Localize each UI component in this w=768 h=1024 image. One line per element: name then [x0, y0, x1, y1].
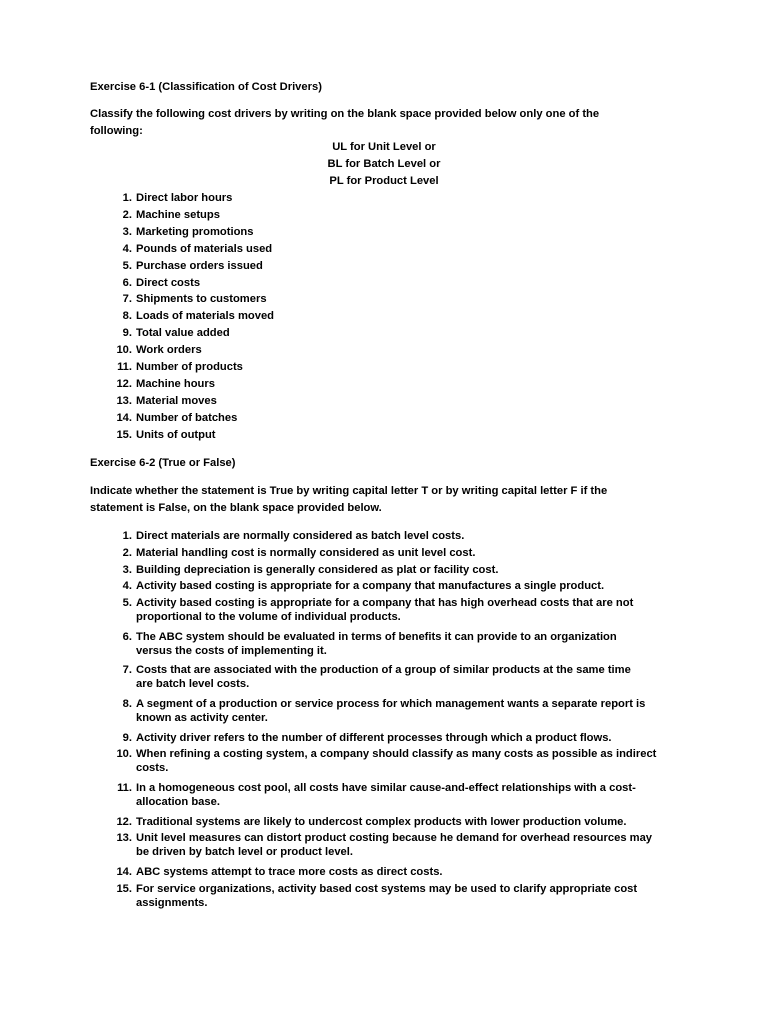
item-number: 4.: [122, 242, 132, 255]
statement-text-line: known as activity center.: [136, 712, 268, 724]
item-text: Material moves: [136, 394, 217, 407]
item-number: 3.: [122, 563, 132, 576]
item-number: 5.: [122, 597, 132, 610]
option-batch-level: BL for Batch Level or: [327, 158, 441, 170]
item-number: 3.: [122, 225, 132, 238]
statement-text-line: Building depreciation is generally considered as plat or facility cost.: [136, 563, 499, 576]
item-number: 10.: [116, 748, 132, 761]
statement-text-line: Activity based costing is appropriate for a company that manufactures a single product.: [136, 580, 605, 593]
statement-text-line: proportional to the volume of individual products.: [136, 611, 401, 624]
statement-text-line: The ABC system should be evaluated in terms of benefits it can provide to an organization: [136, 630, 617, 643]
statement-text-line: Traditional systems are likely to undercost complex products with lower production volume.: [136, 815, 627, 828]
item-number: 7.: [122, 664, 132, 677]
item-number: 5.: [122, 259, 132, 272]
item-number: 14.: [116, 866, 132, 878]
statement-text-line: In a homogeneous cost pool, all costs have similar cause-and-effect relationships with a cost-: [136, 782, 636, 794]
exercise-1-instruction-line-2: following:: [90, 125, 143, 137]
item-text: Work orders: [136, 344, 202, 357]
item-text: Shipments to customers: [136, 293, 267, 306]
item-number: 12.: [116, 377, 132, 390]
statement-text-line: A segment of a production or service process for which management wants a separate report is: [136, 698, 646, 710]
item-text: Total value added: [136, 327, 230, 340]
option-product-level: PL for Product Level: [329, 175, 439, 187]
item-text: Direct labor hours: [136, 192, 233, 204]
item-number: 12.: [116, 815, 132, 828]
statement-text-line: assignments.: [136, 896, 208, 909]
statement-text-line: costs.: [136, 762, 169, 775]
exercise-2-instruction-line-2: statement is False, on the blank space provided below.: [90, 502, 382, 514]
statement-text-line: Material handling cost is normally considered as unit level cost.: [136, 546, 476, 559]
item-number: 13.: [116, 832, 132, 845]
item-number: 9.: [122, 731, 132, 744]
item-number: 15.: [116, 882, 132, 895]
item-number: 7.: [122, 293, 132, 306]
exercise-2-instruction-line-1: Indicate whether the statement is True by writing capital letter T or by writing capital letter F if the: [90, 485, 608, 497]
item-number: 2.: [122, 546, 132, 559]
item-number: 14.: [116, 411, 132, 424]
statement-text-line: be driven by batch level or product level.: [136, 846, 353, 859]
statement-text-line: Unit level measures can distort product costing because he demand for overhead resources may: [136, 832, 653, 845]
item-number: 6.: [122, 276, 132, 289]
item-number: 8.: [122, 310, 132, 323]
item-number: 4.: [122, 580, 132, 593]
item-text: Marketing promotions: [136, 225, 254, 238]
item-number: 11.: [117, 361, 132, 373]
statement-text-line: For service organizations, activity based cost systems may be used to clarify appropriate cost: [136, 882, 638, 895]
item-text: Pounds of materials used: [136, 242, 273, 255]
statement-text-line: Activity based costing is appropriate for a company that has high overhead costs that are not: [136, 597, 634, 610]
item-number: 15.: [116, 428, 132, 441]
item-number: 1.: [122, 192, 132, 204]
exercise-1-instruction-line-1: Classify the following cost drivers by writing on the blank space provided below only one of the: [90, 108, 600, 120]
exercise-1-title: Exercise 6-1 (Classification of Cost Drivers): [90, 81, 322, 93]
statement-text-line: Costs that are associated with the production of a group of similar products at the same time: [136, 664, 631, 677]
statement-text-line: Direct materials are normally considered as batch level costs.: [136, 530, 465, 542]
exercise-2-title: Exercise 6-2 (True or False): [90, 457, 236, 469]
item-text: Machine setups: [136, 208, 220, 221]
item-number: 1.: [122, 530, 132, 542]
statement-text-line: allocation base.: [136, 796, 220, 808]
item-number: 6.: [122, 630, 132, 643]
item-number: 2.: [122, 208, 132, 221]
item-number: 9.: [122, 327, 132, 340]
statement-text-line: When refining a costing system, a company should classify as many costs as possible as indirect: [136, 748, 657, 761]
item-text: Units of output: [136, 428, 216, 441]
statement-text-line: ABC systems attempt to trace more costs as direct costs.: [136, 866, 443, 878]
statement-text-line: are batch level costs.: [136, 678, 250, 691]
statement-text-line: versus the costs of implementing it.: [136, 644, 327, 657]
item-number: 11.: [117, 782, 132, 794]
item-number: 10.: [116, 344, 132, 357]
item-text: Direct costs: [136, 276, 201, 289]
item-number: 8.: [122, 698, 132, 710]
statement-text-line: Activity driver refers to the number of different processes through which a product flows.: [136, 731, 612, 744]
item-number: 13.: [116, 394, 132, 407]
item-text: Machine hours: [136, 377, 215, 390]
item-text: Purchase orders issued: [136, 259, 263, 272]
item-text: Number of batches: [136, 411, 238, 424]
item-text: Loads of materials moved: [136, 310, 275, 323]
option-unit-level: UL for Unit Level or: [332, 141, 436, 153]
item-text: Number of products: [136, 361, 243, 373]
